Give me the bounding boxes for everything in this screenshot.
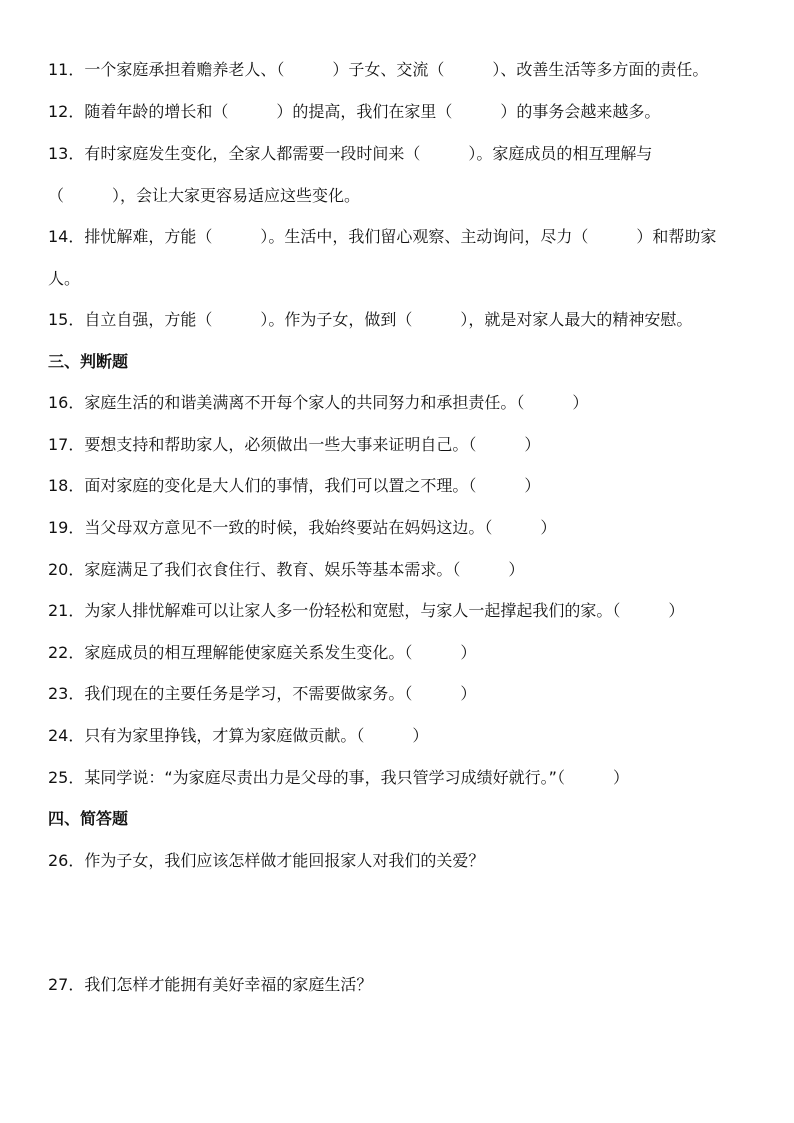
question-25: 25．某同学说：“为家庭尽责出力是父母的事，我只管学习成绩好就行。”（ ） — [48, 768, 629, 787]
question-14-line-1: 14．排忧解难，方能（ ）。生活中，我们留心观察、主动询问，尽力（ ）和帮助家 — [48, 227, 717, 246]
question-13-line-1: 13．有时家庭发生变化，全家人都需要一段时间来（ ）。家庭成员的相互理解与 — [48, 144, 653, 163]
question-21: 21．为家人排忧解难可以让家人多一份轻松和宽慰，与家人一起撑起我们的家。（ ） — [48, 601, 685, 620]
question-12: 12．随着年龄的增长和（ ）的提高，我们在家里（ ）的事务会越来越多。 — [48, 102, 661, 121]
question-24: 24．只有为家里挣钱，才算为家庭做贡献。（ ） — [48, 726, 429, 745]
question-15: 15．自立自强，方能（ ）。作为子女，做到（ ），就是对家人最大的精神安慰。 — [48, 310, 693, 329]
question-14-line-2: 人。 — [48, 269, 81, 288]
question-23: 23．我们现在的主要任务是学习，不需要做家务。（ ） — [48, 684, 477, 703]
question-26: 26．作为子女，我们应该怎样做才能回报家人对我们的关爱？ — [48, 851, 485, 870]
question-20: 20．家庭满足了我们衣食住行、教育、娱乐等基本需求。（ ） — [48, 560, 525, 579]
section-title-true-false: 三、判断题 — [48, 352, 129, 371]
question-13-line-2: （ ），会让大家更容易适应这些变化。 — [48, 186, 361, 205]
section-title-short-answer: 四、简答题 — [48, 809, 129, 828]
question-18: 18．面对家庭的变化是大人们的事情，我们可以置之不理。（ ） — [48, 476, 541, 495]
question-19: 19．当父母双方意见不一致的时候，我始终要站在妈妈这边。（ ） — [48, 518, 557, 537]
question-17: 17．要想支持和帮助家人，必须做出一些大事来证明自己。（ ） — [48, 435, 541, 454]
question-27: 27．我们怎样才能拥有美好幸福的家庭生活？ — [48, 975, 373, 994]
question-11: 11．一个家庭承担着赡养老人、（ ）子女、交流（ ）、改善生活等多方面的责任。 — [48, 60, 709, 79]
question-16: 16．家庭生活的和谐美满离不开每个家人的共同努力和承担责任。（ ） — [48, 393, 589, 412]
question-22: 22．家庭成员的相互理解能使家庭关系发生变化。（ ） — [48, 643, 477, 662]
